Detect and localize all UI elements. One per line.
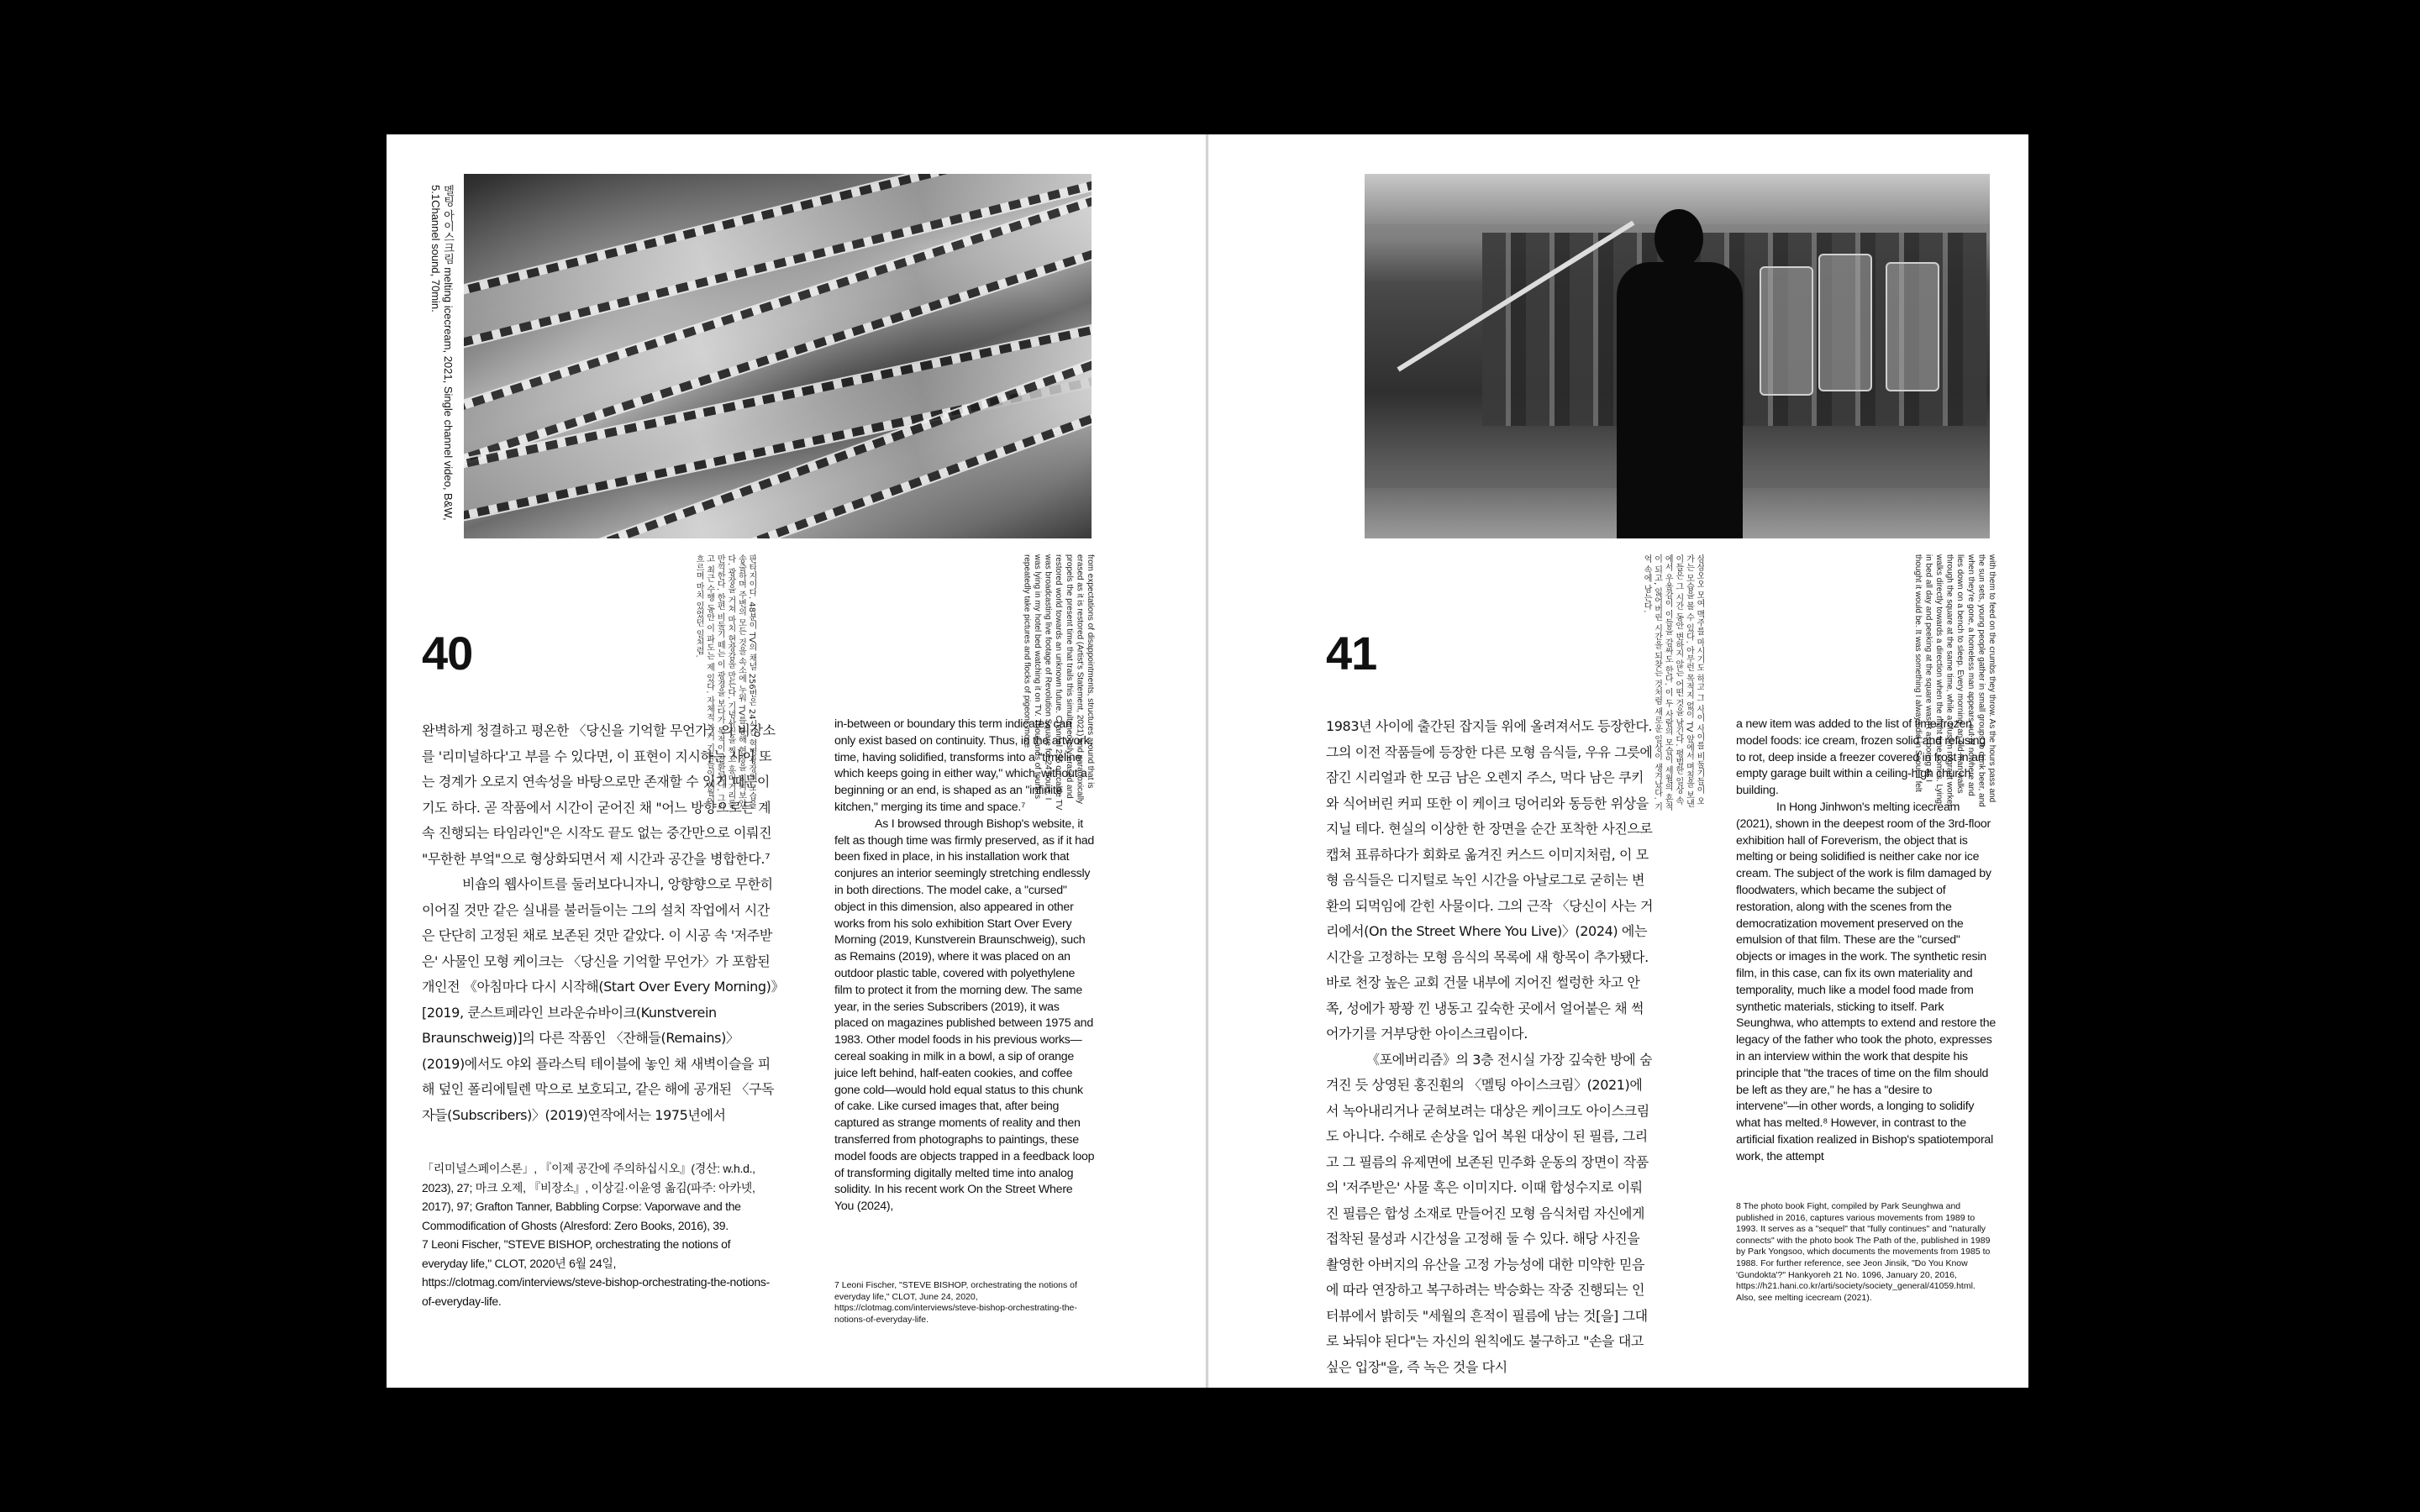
korean-footnotes: [422, 1159, 775, 1310]
silhouette-head: [1655, 209, 1703, 268]
vertical-korean-text: 삼삼오오 모여 맥주를 마시기도 하고 그 사이 사이를 비둘기들이 오가는 모습을 볼 수 있다. 아무런 목적지 없이 TV 앞에서 며칠을 보낸 이들은 그 시간 동안 변하지 않는 어떤 것을 남긴다. 평범한 일상 속에서 우울감이 이들을 감싸도 한다. 이 두 사람의 모습이 세월의 흔적이 되고, 잃어버린 시간을 되찾는 것처럼 새로운 일상이 생겨났다. 기억 속에 남는다.: [1642, 554, 1704, 811]
korean-paragraph: 비숍의 웹사이트를 둘러보다니자니, 앙향향으로 무한히 이어질 것만 같은 실내를 불러들이는 그의 설치 작업에서 시간은 단단히 고정된 채로 보존된 것만 같았다. 이 시공 속 '저주받은' 사물인 모형 케이크는 〈당신을 기억할 무언가〉가 포함된 개인전 《아침마다 다시 시작해(Start Over Every Morning)》[2019, 쿤스트페라인 브라운슈바이크(Kunstverein Braunschweig)]의 다른 작품인 〈잔해들(Remains)〉(2019)에서도 야외 플라스틱 테이블에 놓인 채 새벽이슬을 피해 덮인 폴리에틸렌 막으로 보호되고, 같은 해에 공개된 〈구독자들(Subscribers)〉(2019)연작에서는 1975년에서: [422, 876, 778, 1123]
shield: [1886, 262, 1939, 391]
vertical-english-text: with them to feed on the crumbs they throw. As the hours pass and the sun sets, young people gather in small groups to drink beer, and when they're gone, a homeless man appears out of nowhere and lies down on a bench to sleep. Every morning, an old man walks through the square at the same time, while a Muslim migrant worker walks directly towards a direction when the night time comes. Lying in bed all day and peeking at the square wasn't as boring as I thought it would be. It was something I always did in Seoul. I felt: [1912, 554, 1996, 807]
english-paragraph: As I browsed through Bishop's website, it felt as though time was firmly preserved, as if it had been fixed in place, in his installation work that conjures an interior seemingly stretching endlessly in both directions. The model cake, a "cursed" object in this dimension, also appeared in other works from his solo exhibition Start Over Every Morning (2019, Kunstverein Braunschweig), such as Remains (2019), where it was placed on an outdoor plastic table, covered with polyethylene film to protect it from the morning dew. The same year, in the series Subscribers (2019), it was placed on magazines published between 1975 and 1983. Other model foods in his previous works—cereal soaking in milk in a bowl, a sip of orange juice left behind, half-eaten cookies, and coffee gone cold—would hold equal status to this chunk of cake. Like cursed images that, after being captured as strange moments of reality and then transferred from photographs to paintings, these model foods are objects trapped in a feedback loop of transforming digitally melted time into analog solidity. In his recent work On the Street Where You (2024),: [834, 816, 1095, 1214]
english-footnote: 8 The photo book Fight, compiled by Park Seunghwa and published in 2016, captures various movements from 1989 to 1993. It serves as a "sequel" that "fully continues" and "naturally connects" with the photo book The Path of the, published in 1989 by Park Yongsoo, which documents the movements from 1985 to 1988. For further reference, see Jeon Jinsik, "Do You Know 'Gundokta'?" Hankyoreh 21 No. 1096, January 20, 2016, https://h21.hani.co.kr/arti/society/society_general/41059.html. Also, see melting icecream (2021).: [1736, 1201, 1991, 1303]
english-footnote: 7 Leoni Fischer, "STEVE BISHOP, orchestrating the notions of everyday life," CLOT, June 24, 2020, https://clotmag.com/interviews/steve-bishop-orchestrating-the-notions-of-everyday-life.: [834, 1280, 1077, 1325]
page-number: 41: [1326, 627, 1377, 680]
footnote: 「리미널스페이스론」, 『이제 공간에 주의하십시오』(경산: w.h.d., 2023), 27; 마크 오제, 『비장소』, 이상길·이윤영 옮김(파주: 아카넷, 2017), 97; Grafton Tanner, Babbling Corpse: Vaporwave and the Commodification of Ghosts (Alresford: Zero Books, 2016), 39.: [422, 1162, 755, 1232]
vertical-korean-text: 판타지이다. 48분이 TV의 채널 256번은 24시간 혁명광장의 모습을 송출하며 주변의 모든 것을 속소에 누워 TV를 통해 현장을 지켜보았다. 광장을 거쳐 마치 현장감을 만든다. 기념사진을 찍고 흥미거리를 만끽한다. 한편 비둘기 떼는 이 광경을 보다가 목적이 전환된다. 그리고 최근 수행 동안 이 파도는 제 있다. 자체적 과거 기록들이 세월이 흐르며 마치 있었던 일처럼.: [694, 554, 756, 811]
english-paragraph: a new item was added to the list of time-frozen model foods: ice cream, frozen solid and refusing to rot, deep inside a freezer covered in frost in an empty garage built within a ceiling-high church building.: [1736, 717, 1986, 798]
footnote: 7 Leoni Fischer, "STEVE BISHOP, orchestrating the notions of everyday life," CLOT, 2020년 6월 24일, https://clotmag.com/interviews/steve-bishop-orchestrating-the-notions-of-everyday-life.: [422, 1237, 770, 1308]
english-body: [1736, 717, 1996, 1187]
photo-caption: 멜팅 아이스크림 melting icecream, 2021, Single channel video, B&W, 5.1Channel sound, 70min.: [429, 185, 455, 521]
page-number: 40: [422, 627, 473, 680]
vertical-english-text: from expectations of disappointments, structures around that is erased as it is restored (Artist's Statement, 2021) and paradoxically propels the present time that trails this simultaneously erased and restored world towards an unknown future. Channel 256 on cable TV was broadcasting live footage of Revolution Square for 24 hours. I was lying in my hotel bed watching it on TV. Thousands of tourists repeatedly take pictures and flocks of pigeons move: [1022, 554, 1095, 811]
right-page: [1208, 134, 2028, 1388]
korean-body: [1326, 714, 1654, 1388]
korean-paragraph: 《포에버리즘》의 3층 전시실 가장 깊숙한 방에 숨겨진 듯 상영된 홍진훤의 〈멜팅 아이스크림〉(2021)에서 녹아내리거나 굳혀보려는 대상은 케이크도 아이스크림도 아니다. 수해로 손상을 입어 복원 대상이 된 필름, 그리고 그 필름의 유제면에 보존된 민주화 운동의 장면이 작품의 '저주받은' 사물 혹은 이미지다. 이때 합성수지로 이뤄진 필름은 합성 소재로 만들어진 모형 음식처럼 자신에게 접착된 물성과 시간성을 고정해 둘 수 있다. 해당 사진을 촬영한 아버지의 유산을 고정 가능성에 대한 미약한 믿음에 따라 연장하고 복구하려는 박승화는 작중 진행되는 인터뷰에서 밝히듯 "세월의 흔적이 필름에 남는 것[을] 그대로 놔둬야 된다"는 자신의 원칙에도 불구하고 "손을 대고 싶은 입장"을, 즉 녹은 것을 다시: [1326, 1051, 1653, 1375]
left-page: [387, 134, 1207, 1388]
shield: [1818, 254, 1872, 391]
english-body: [834, 717, 1095, 1263]
korean-paragraph: 1983년 사이에 출간된 잡지들 위에 올려져서도 등장한다. 그의 이전 작품들에 등장한 다른 모형 음식들, 우유 그릇에 잠긴 시리얼과 한 모금 남은 오렌지 주스, 먹다 남은 쿠키와 식어버린 커피 또한 이 케이크 덩어리와 동등한 위상을 지닐 테다. 현실의 이상한 한 장면을 순간 포착한 사진으로 캡쳐 표류하다가 회화로 옮겨진 커스드 이미지처럼, 이 모형 음식들은 디지털로 녹인 시간을 아날로그로 굳히는 변환의 되먹임에 갇힌 사물이다. 그의 근작 〈당신이 사는 거리에서(On the Street Where You Live)〉(2024) 에는 시간을 고정하는 모형 음식의 목록에 새 항목이 추가됐다. 바로 천장 높은 교회 건물 내부에 지어진 썰렁한 차고 안쪽, 성에가 꽝꽝 낀 냉동고 깊숙한 곳에서 얼어붙은 채 썩어가기를 거부당한 아이스크림이다.: [1326, 718, 1654, 1042]
korean-paragraph: 완벽하게 청결하고 평온한 〈당신을 기억할 무언가〉의 비장소를 '리미널하다'고 부를 수 있다면, 이 표현이 지시하는 사이 또는 경계가 오로지 연속성을 바탕으로만 존재할 수 있기 때문이기도 하다. 곧 작품에서 시간이 굳어진 채 "어느 방향으로든 계속 진행되는 타임라인"은 시작도 끝도 없는 중간만으로 이뤄진 "무한한 부엌"으로 형상화되면서 제 시간과 공간을 병합한다.⁷: [422, 722, 776, 867]
english-paragraph: In Hong Jinhwon's melting icecream (2021), shown in the deepest room of the 3rd-floor exhibition hall of Foreverism, the object that is melting or being solidified is neither cake nor ice cream. The subject of the work is film damaged by floodwaters, which became the subject of restoration, along with the scenes from the democratization movement preserved on the emulsion of that film. These are the "cursed" objects or images in the work. The synthetic resin film, in this case, can fix its own materiality and temporality, much like a model food made from synthetic materials, sticking to itself. Park Seunghwa, who attempts to extend and restore the legacy of the father who took the photo, expresses in an interview within the work that despite his principle that "the traces of time on the film should be left as they are," he has a "desire to intervene"—in other words, a longing to solidify what has melted.⁸ However, in contrast to the artificial fixation realized in Bishop's spatiotemporal work, the attempt: [1736, 800, 1996, 1163]
korean-body: [422, 718, 779, 1155]
silhouette-body: [1617, 262, 1743, 538]
film-strips-photo: [464, 174, 1092, 538]
english-paragraph: in-between or boundary this term indicates can only exist based on continuity. Thus, in the artwork, time, having solidified, transforms into a "timeline which keeps going in either way," which, without a beginning or an end, is shaped as an "infinite kitchen," merging its time and space.⁷: [834, 717, 1093, 814]
shield: [1760, 266, 1813, 396]
protest-photo: [1365, 174, 1990, 538]
